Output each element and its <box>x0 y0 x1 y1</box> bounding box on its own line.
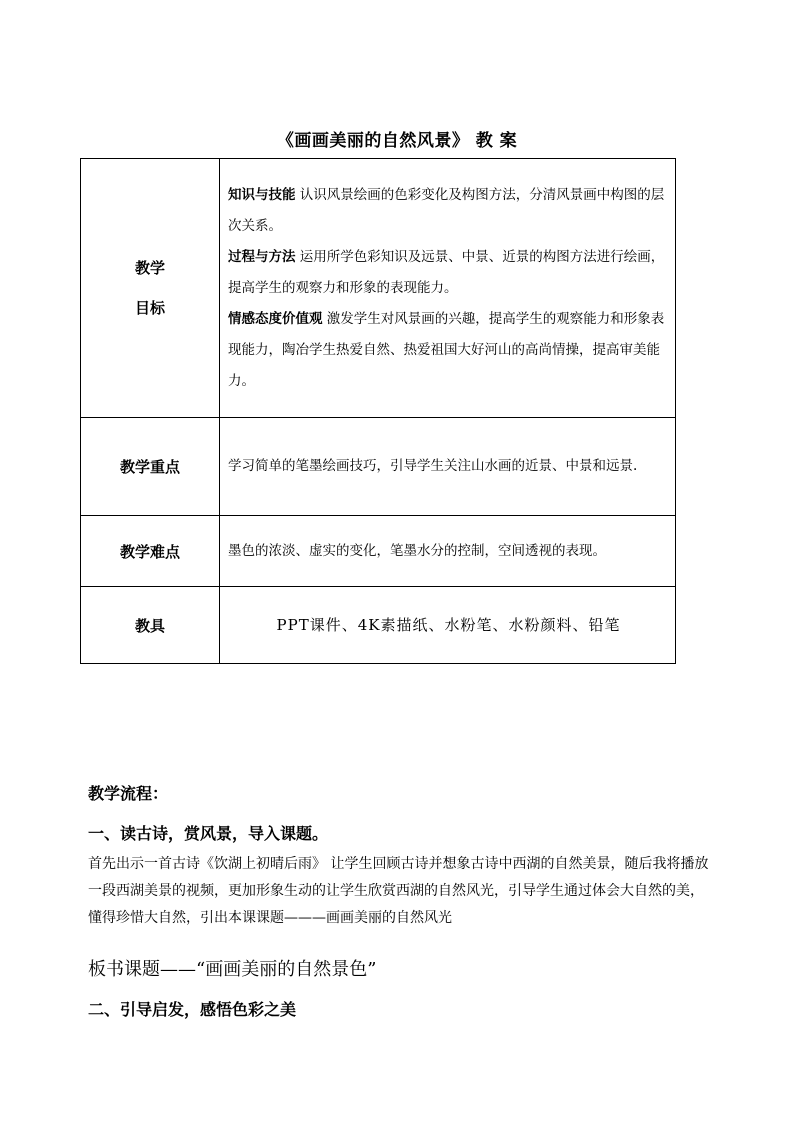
goal-text-emotion: 激发学生对风景画的兴趣，提高学生的观察能力和形象表现能力，陶冶学生热爱自然、热爱祖国大好河山的高尚情操，提高审美能力。 <box>228 310 665 389</box>
goal-text-process: 运用所学色彩知识及远景、中景、近景的构图方法进行绘画，提高学生的观察力和形象的表现能力。 <box>228 248 665 296</box>
table-row-tools <box>81 587 676 664</box>
goal-label-process: 过程与方法 <box>228 248 296 265</box>
tools-content-cell: PPT课件、4K素描纸、水粉笔、水粉颜料、铅笔 <box>220 587 676 664</box>
key-content-cell: 学习简单的笔墨绘画技巧，引导学生关注山水画的近景、中景和远景. <box>220 418 676 516</box>
table-row-difficulty <box>81 516 676 587</box>
section1-title: 一、读古诗，赏风景，导入课题。 <box>88 824 329 843</box>
key-header-cell: 教学重点 <box>81 418 220 516</box>
goal-header-line1: 教学 <box>134 259 165 277</box>
goal-item-process <box>228 242 669 304</box>
difficulty-content-cell: 墨色的浓淡、虚实的变化，笔墨水分的控制，空间透视的表现。 <box>220 516 676 587</box>
goal-label-knowledge: 知识与技能 <box>228 186 296 203</box>
goal-item-knowledge <box>228 180 669 242</box>
goal-item-emotion <box>228 304 669 397</box>
difficulty-header-cell: 教学难点 <box>81 516 220 587</box>
page-title: 《画画美丽的自然风景》 教 案 <box>276 131 518 151</box>
goal-content-cell <box>220 159 676 418</box>
goal-header-line2: 目标 <box>134 299 165 317</box>
goal-text-knowledge: 认识风景绘画的色彩变化及构图方法，分清风景画中构图的层次关系。 <box>228 186 665 234</box>
lesson-plan-table <box>80 158 676 664</box>
goal-header-cell <box>81 159 220 418</box>
board-title-line: 板书课题——“画画美丽的自然景色” <box>88 959 377 980</box>
tools-header-cell: 教具 <box>81 587 220 664</box>
table-row-goal <box>81 159 676 418</box>
section2-title: 二、引导启发，感悟色彩之美 <box>88 1000 297 1019</box>
table-row-key <box>81 418 676 516</box>
section1-paragraph: 首先出示一首古诗《饮湖上初晴后雨》 让学生回顾古诗并想象古诗中西湖的自然美景，随后我将播放一段西湖美景的视频，更加形象生动的让学生欣赏西湖的自然风光，引导学生通过体会大自然的美，懂得珍惜大自然，引出本课课题———画画美丽的自然风光 <box>88 856 709 926</box>
flow-heading: 教学流程： <box>88 784 169 803</box>
goal-label-emotion: 情感态度价值观 <box>228 310 323 327</box>
